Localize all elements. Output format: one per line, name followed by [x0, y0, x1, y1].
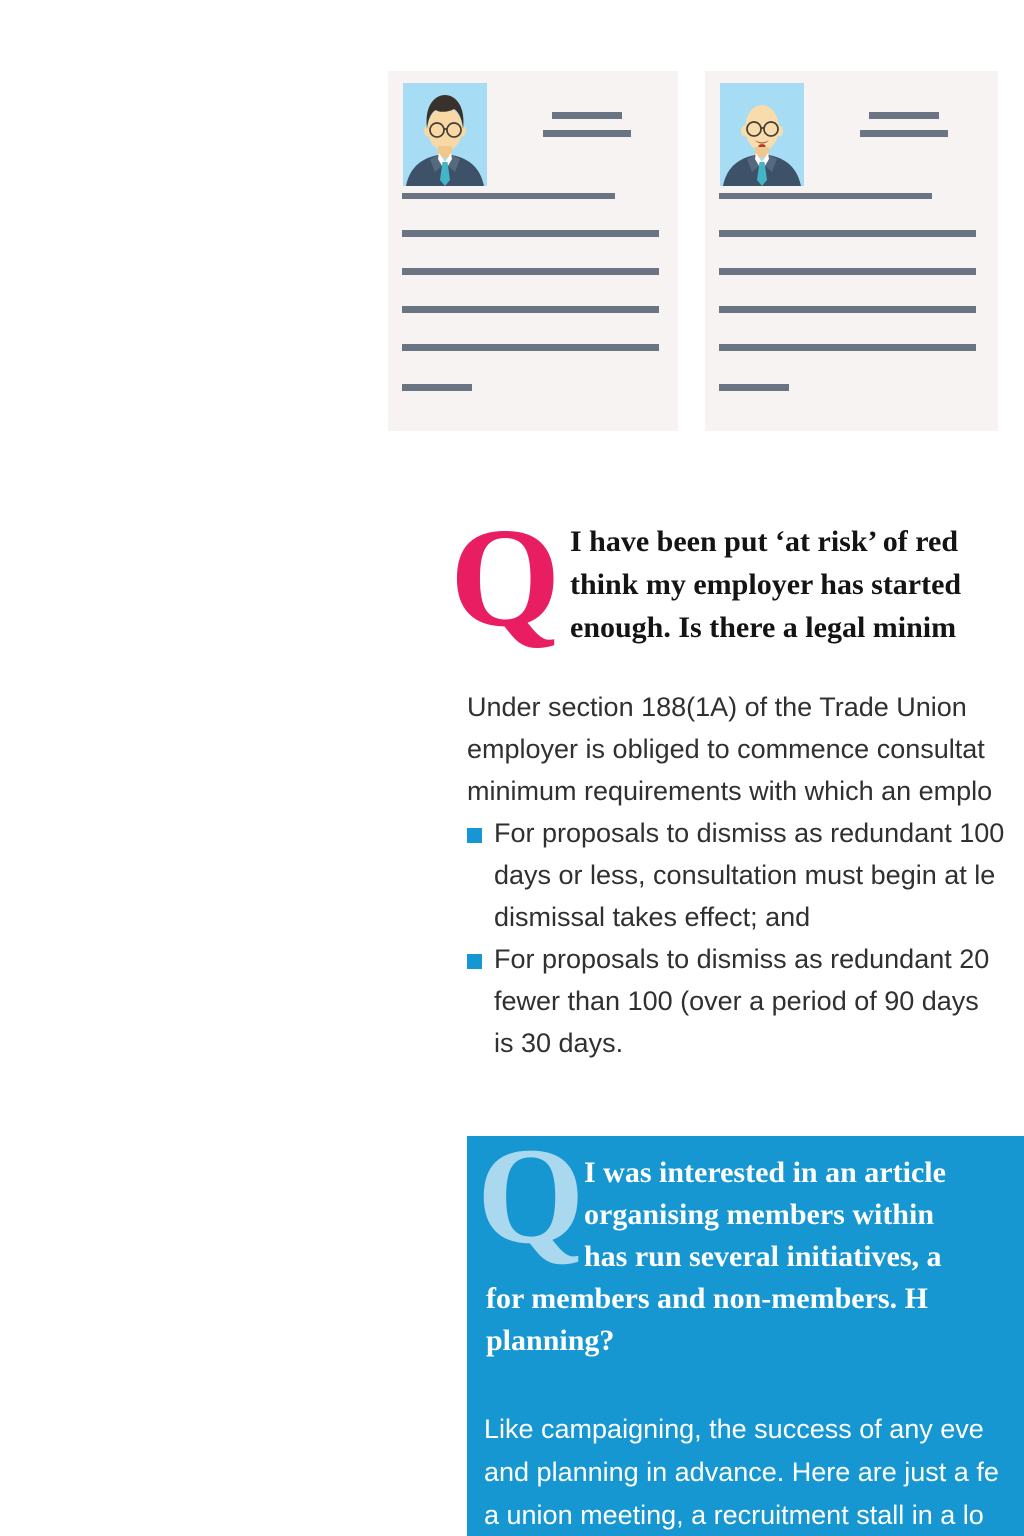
cv-card-right	[705, 71, 998, 431]
question-line: I was interested in an article	[584, 1156, 946, 1189]
answer-line: employer is obliged to commence consultat	[467, 734, 985, 764]
question-line: think my employer has started	[570, 568, 962, 601]
cv-line-body	[402, 268, 659, 275]
answer-bullet-line	[467, 812, 1004, 854]
redundancy-answer	[467, 686, 1004, 1064]
answer-line: days or less, consultation must begin at le	[494, 860, 996, 890]
cv-photo-left	[403, 83, 487, 186]
cv-photo-right	[720, 83, 804, 186]
answer-line: Like campaigning, the success of any eve	[484, 1414, 984, 1444]
event-planning-qa-box	[467, 1119, 1024, 1536]
cv-line-body	[402, 230, 659, 237]
answer-line: fewer than 100 (over a period of 90 days	[494, 986, 979, 1016]
event-question-full-width	[486, 1278, 928, 1362]
redundancy-question	[570, 520, 961, 649]
cv-line-under-photo	[719, 193, 932, 199]
cv-line-name	[552, 112, 622, 119]
cv-line-body	[402, 344, 659, 351]
bullet-square-icon	[467, 828, 482, 843]
question-drop-cap-q: Q	[450, 498, 561, 656]
cv-line-body	[719, 230, 976, 237]
answer-line: Under section 188(1A) of the Trade Union	[467, 692, 967, 722]
young-man-avatar-icon	[403, 83, 487, 186]
cv-line-footer	[402, 384, 472, 391]
answer-line: is 30 days.	[494, 1028, 624, 1058]
question-line: enough. Is there a legal minim	[570, 611, 957, 644]
event-question-indented	[584, 1152, 946, 1278]
answer-line: For proposals to dismiss as redundant 20	[494, 944, 990, 974]
question-drop-cap-q: Q	[477, 1119, 585, 1272]
cv-line-subtitle	[860, 130, 948, 137]
answer-line: minimum requirements with which an emplo	[467, 776, 993, 806]
cv-card-left	[388, 71, 678, 431]
cv-line-body	[719, 306, 976, 313]
question-line: for members and non-members. H	[486, 1282, 928, 1315]
bald-man-avatar-icon	[720, 83, 804, 186]
answer-line: dismissal takes effect; and	[494, 902, 811, 932]
question-line: planning?	[486, 1324, 615, 1357]
cv-line-body	[719, 268, 976, 275]
question-line: organising members within	[584, 1198, 935, 1231]
cv-line-body	[719, 344, 976, 351]
answer-bullet-line	[467, 938, 1004, 980]
cv-line-footer	[719, 384, 789, 391]
bullet-square-icon	[467, 954, 482, 969]
cv-line-name	[869, 112, 939, 119]
answer-line: For proposals to dismiss as redundant 100	[494, 818, 1005, 848]
cv-line-subtitle	[543, 130, 631, 137]
event-answer	[484, 1408, 999, 1536]
cv-line-body	[402, 306, 659, 313]
question-line: has run several initiatives, a	[584, 1240, 942, 1273]
question-line: I have been put ‘at risk’ of red	[570, 525, 959, 558]
cv-line-under-photo	[402, 193, 615, 199]
answer-line: a union meeting, a recruitment stall in a lo	[484, 1500, 984, 1530]
answer-line: and planning in advance. Here are just a fe	[484, 1457, 999, 1487]
